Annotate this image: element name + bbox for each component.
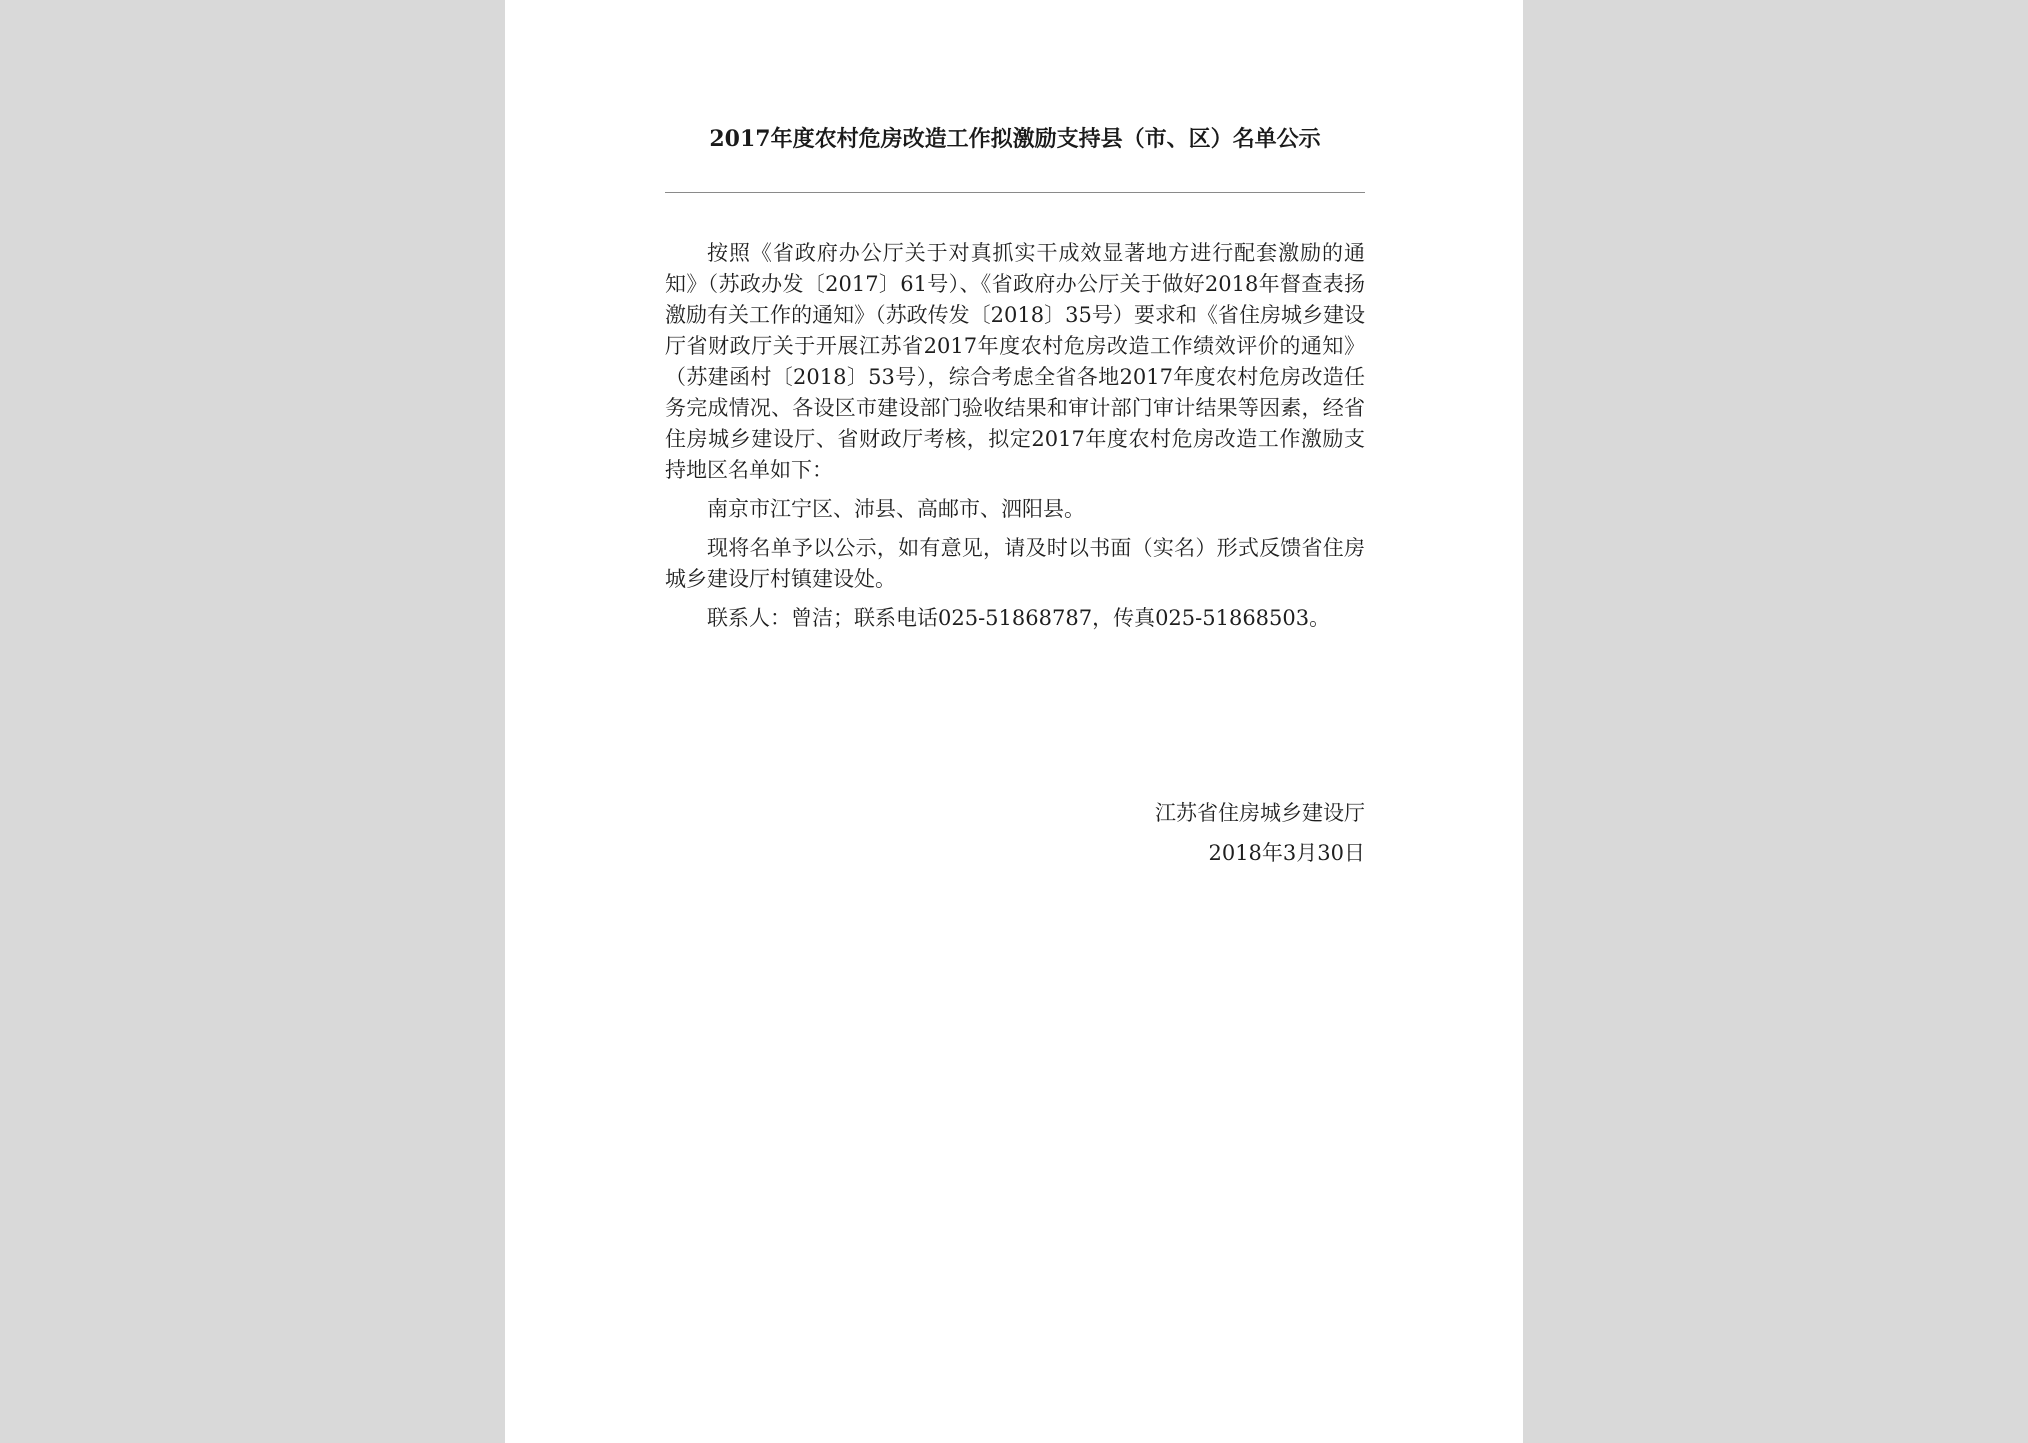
paragraph-contact: 联系人：曾洁；联系电话025-51868787，传真025-51868503。 (707, 606, 1331, 630)
document-title: 2017年度农村危房改造工作拟激励支持县（市、区）名单公示 (709, 126, 1321, 152)
signature-organization: 江苏省住房城乡建设厅 (1155, 801, 1365, 825)
document-page (505, 0, 1523, 1443)
signature-date: 2018年3月30日 (1208, 841, 1365, 865)
title-divider (665, 192, 1365, 193)
signature-block (665, 793, 1365, 873)
paragraph-basis: 按照《省政府办公厅关于对真抓实干成效显著地方进行配套激励的通知》（苏政办发〔2017〕61号）、《省政府办公厅关于做好2018年督查表扬激励有关工作的通知》（苏政传发〔2018〕35号）要求和《省住房城乡建设厅省财政厅关于开展江苏省2017年度农村危房改造工作绩效评价的通知》（苏建函村〔2018〕53号），综合考虑全省各地2017年度农村危房改造任务完成情况、各设区市建设部门验收结果和审计部门审计结果等因素，经省住房城乡建设厅、省财政厅考核，拟定2017年度农村危房改造工作激励支持地区名单如下： (665, 241, 1365, 482)
paragraph-list: 南京市江宁区、沛县、高邮市、泗阳县。 (707, 497, 1085, 521)
document-body (665, 238, 1365, 642)
paragraph-notice: 现将名单予以公示，如有意见，请及时以书面（实名）形式反馈省住房城乡建设厅村镇建设处。 (665, 536, 1365, 591)
